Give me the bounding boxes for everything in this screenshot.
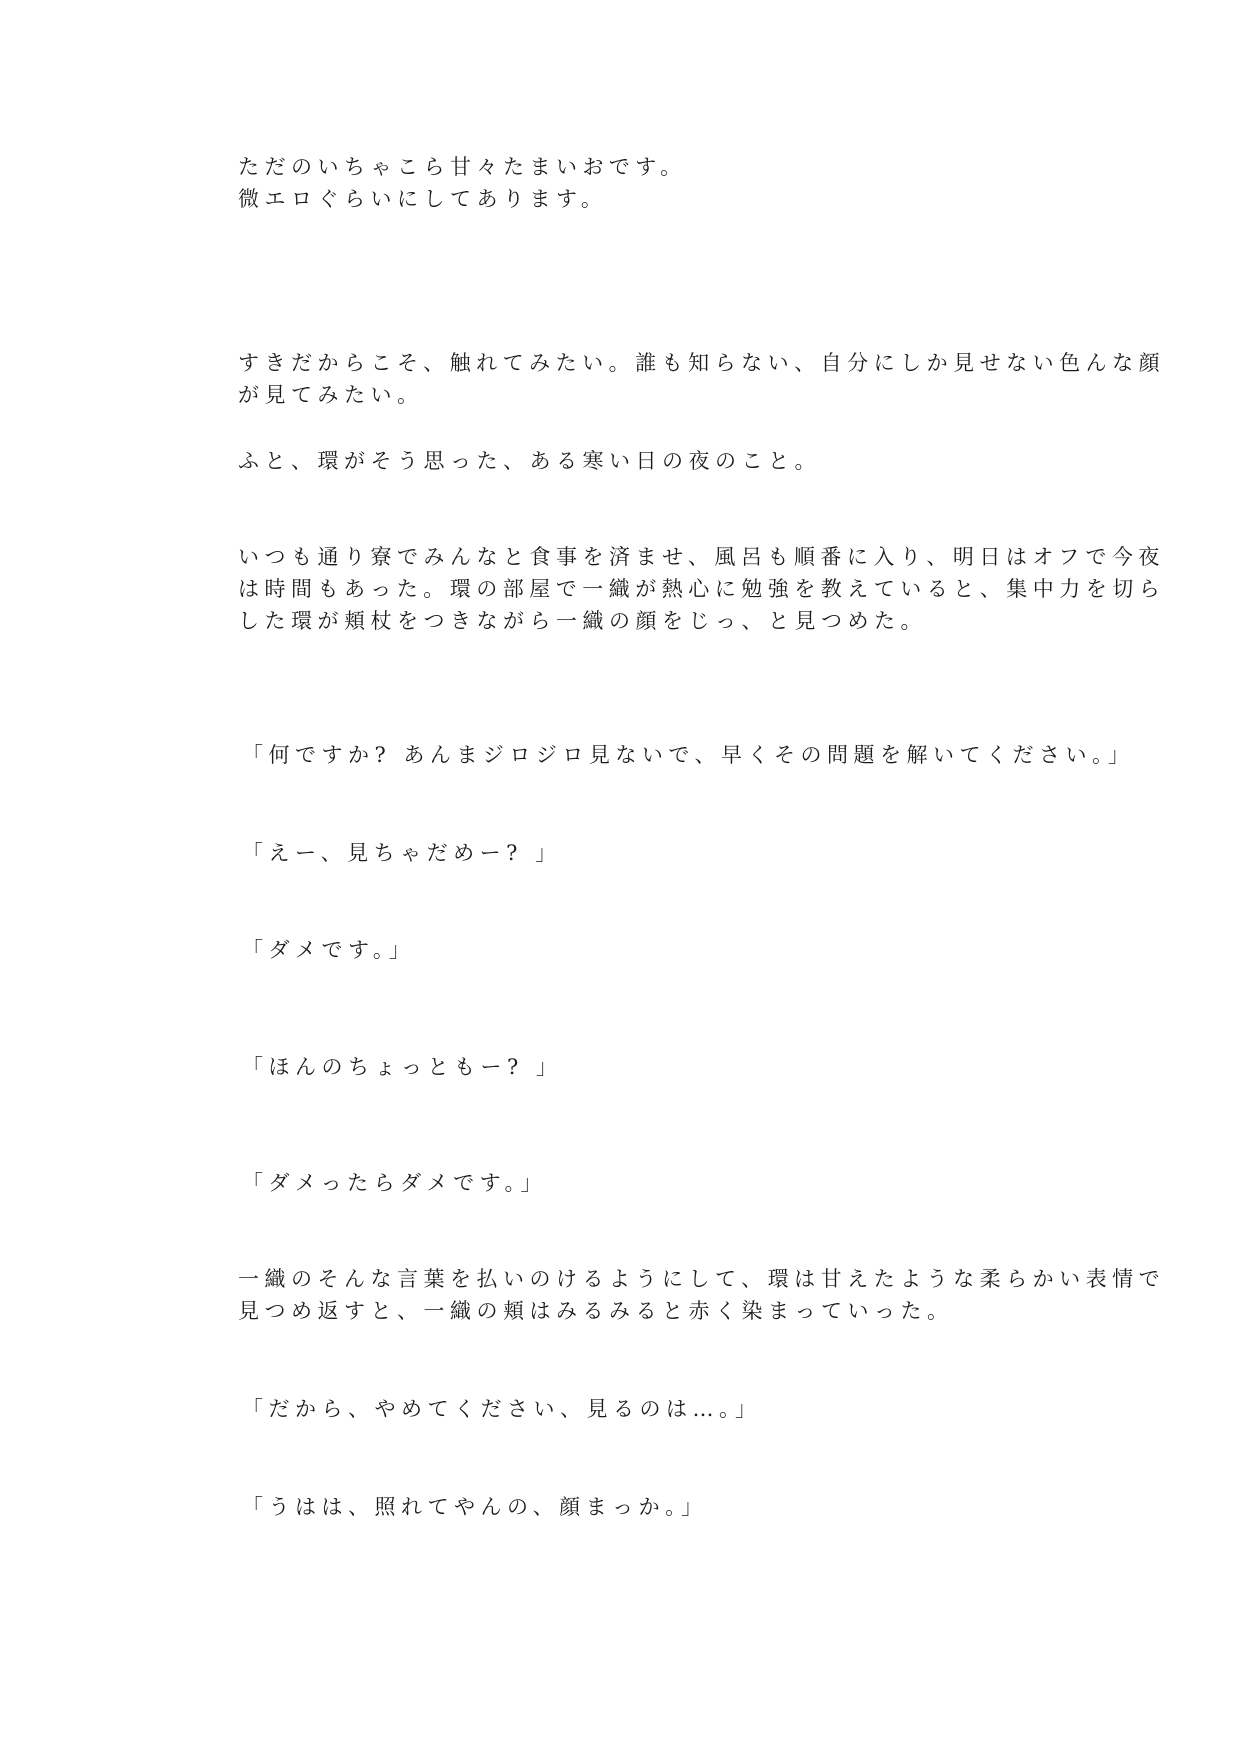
body-line-1: すきだからこそ、触れてみたい。誰も知らない、自分にしか見せない色んな顔 (238, 351, 1166, 375)
dialogue-line-3: 「ダメです。」 (242, 938, 416, 962)
dialogue-line-1: 「何ですか? あんまジロジロ見ないで、早くその問題を解いてください。」 (242, 743, 1135, 767)
dialogue-line-5: 「ダメったらダメです。」 (242, 1171, 547, 1195)
dialogue-line-2: 「えー、見ちゃだめー? 」 (242, 841, 562, 865)
intro-line-1: ただのいちゃこら甘々たまいおです。 (238, 155, 687, 179)
body-line-4: いつも通り寮でみんなと食事を済ませ、風呂も順番に入り、明日はオフで今夜 (238, 545, 1165, 569)
body-line-5: は時間もあった。環の部屋で一織が熱心に勉強を教えていると、集中力を切ら (238, 577, 1166, 601)
body-line-8: 見つめ返すと、一織の頬はみるみると赤く染まっていった。 (238, 1299, 954, 1323)
body-line-3: ふと、環がそう思った、ある寒い日の夜のこと。 (238, 449, 821, 473)
body-line-6: した環が頬杖をつきながら一織の顔をじっ、と見つめた。 (238, 609, 927, 633)
dialogue-line-4: 「ほんのちょっともー? 」 (242, 1055, 563, 1079)
dialogue-line-7: 「うはは、照れてやんの、顔まっか。」 (242, 1495, 708, 1519)
intro-line-2: 微エロぐらいにしてあります。 (238, 187, 608, 211)
body-line-2: が見てみたい。 (238, 383, 424, 407)
dialogue-line-6: 「だから、やめてください、見るのは…。」 (242, 1397, 762, 1421)
body-line-7: 一織のそんな言葉を払いのけるようにして、環は甘えたような柔らかい表情で (238, 1267, 1166, 1291)
